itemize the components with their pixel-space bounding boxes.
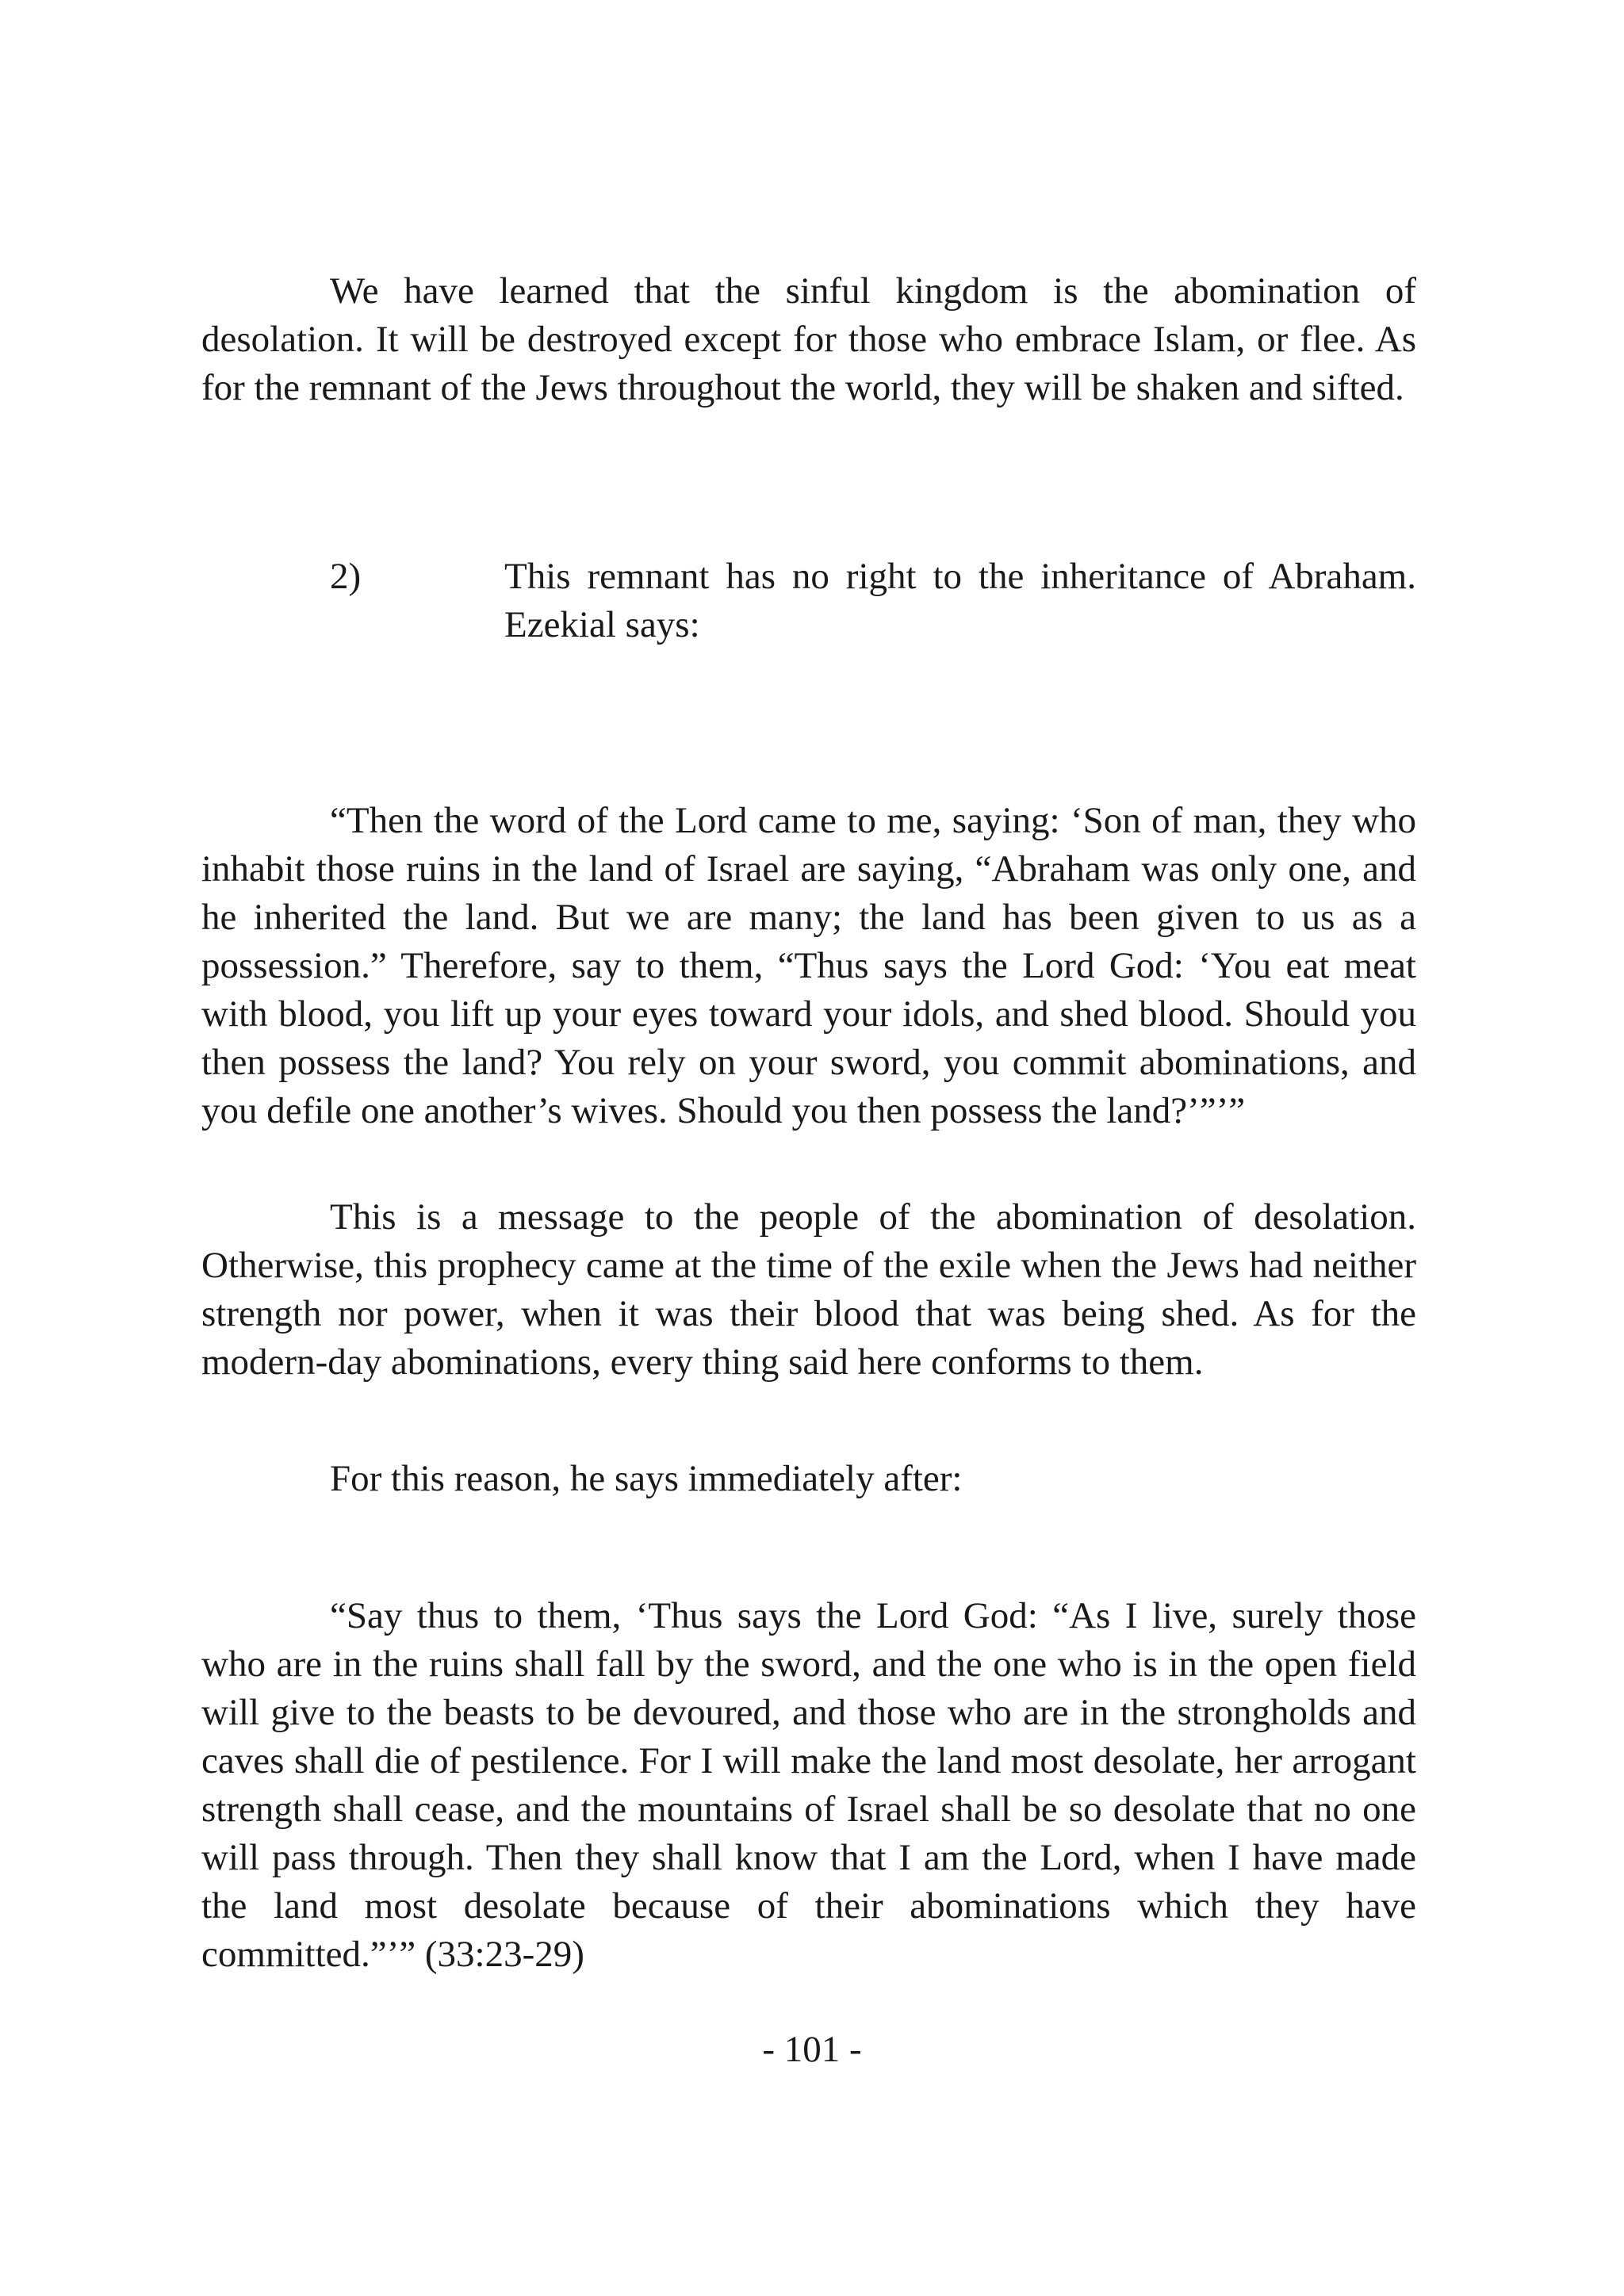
scripture-quote: “Say thus to them, ‘Thus says the Lord God: “As I live, surely those who are in the ruins shall fall by the sword, and the one who is in the open field will give to the beasts to be devoured, and those who are in the strongholds and caves shall die of pestilence. For I will make the land most desolate, her arrogant strength shall cease, and the mountains of Israel shall be so desolate that no one will pass through. Then they shall know that I am the Lord, when I have made the land most desolate because of their abominations which they have committed.”’” (33:23-29) <box>201 1595 1416 1975</box>
paragraph: For this reason, he says immediately after: <box>330 1458 963 1499</box>
paragraph: We have learned that the sinful kingdom is the abomination of desolation. It will be destroyed except for those who embrace Islam, or flee. As for the remnant of the Jews throughout the world, they will be shaken and sifted. <box>201 270 1416 408</box>
item-number: 2) <box>330 556 362 597</box>
scripture-quote: “Then the word of the Lord came to me, saying: ‘Son of man, they who inhabit those ruins in the land of Israel are saying, “Abraham was only one, and he inherited the land. But we are many; the land has been given to us as a possession.” Therefore, say to them, “Thus says the Lord God: ‘You eat meat with blood, you lift up your eyes toward your idols, and shed blood. Should you then possess the land? You rely on your sword, you commit abominations, and you defile one another’s wives. Should you then possess the land?’”’” <box>201 800 1416 1131</box>
page-number: - 101 - <box>762 2029 862 2070</box>
paragraph: This is a message to the people of the abomination of desolation. Otherwise, this prophecy came at the time of the exile when the Jews had neither strength nor power, when it was their blood that was being shed. As for the modern-day abominations, every thing said here conforms to them. <box>201 1196 1416 1383</box>
item-text: This remnant has no right to the inheritance of Abraham. Ezekial says: <box>504 556 1416 645</box>
